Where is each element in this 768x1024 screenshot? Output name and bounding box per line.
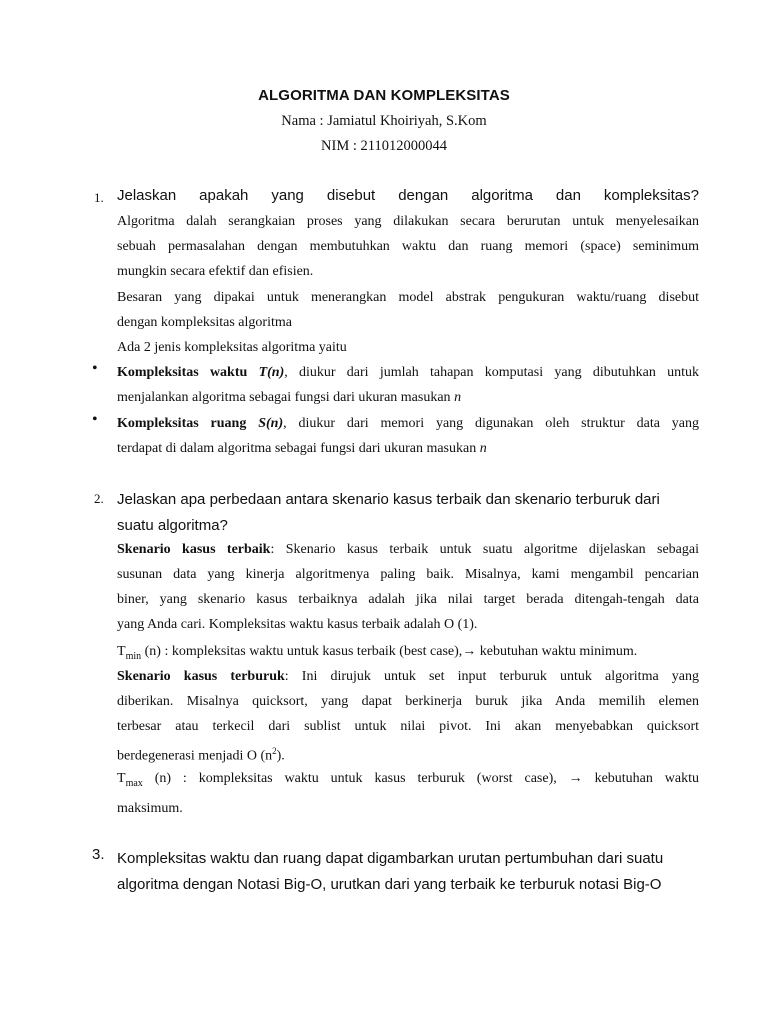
- variable-n: n: [454, 390, 462, 405]
- text-line: [117, 537, 699, 562]
- superscript: 2: [272, 746, 277, 756]
- text-line: mungkin secara efektif dan efisien.: [117, 264, 314, 279]
- arrow-icon: →: [568, 771, 583, 786]
- text: berdegenerasi menjadi O (n: [117, 748, 273, 764]
- text-line: Kompleksitas waktu dan ruang dapat digambarkan urutan pertumbuhan dari suatu: [117, 850, 664, 867]
- text-line: [117, 739, 699, 769]
- text-line: algoritma dengan Notasi Big-O, urutkan dari yang terbaik ke terburuk notasi Big-O: [117, 876, 662, 893]
- q1-answer-paragraph-3: Ada 2 jenis kompleksitas algoritma yaitu: [117, 340, 347, 355]
- q3-question: [117, 846, 737, 898]
- q2-best-case: [117, 537, 699, 637]
- author-name: Nama : Jamiatul Khoiriyah, S.Kom: [281, 113, 487, 129]
- definition: , diukur dari jumlah tahapan komputasi yang dibutuhkan untuk: [284, 365, 699, 380]
- variable-n: n: [479, 441, 487, 456]
- text-line: yang Anda cari. Kompleksitas waktu kasus terbaik adalah O (1).: [117, 617, 478, 632]
- document-title: ALGORITMA DAN KOMPLEKSITAS: [258, 87, 510, 104]
- definition-tail: kebutuhan waktu: [582, 771, 700, 786]
- q1-answer-paragraph-1: [117, 209, 699, 284]
- arrow-icon: →: [462, 644, 477, 659]
- q1-word: disebut: [326, 187, 376, 204]
- subscript: min: [125, 650, 142, 662]
- text-line: Besaran yang dipakai untuk menerangkan model abstrak pengukuran waktu/ruang disebut: [117, 290, 699, 305]
- q1-word: algoritma: [471, 187, 533, 204]
- text-line: biner, yang skenario kasus terbaiknya adalah jika nilai target berada ditengah-tengah data: [117, 592, 699, 607]
- text-line: Jelaskan apa perbedaan antara skenario kasus terbaik dan skenario terburuk dari: [117, 491, 660, 508]
- definition: , diukur dari memori yang digunakan oleh struktur data yang: [283, 416, 700, 431]
- q1-word: Jelaskan: [117, 187, 177, 204]
- term: Skenario kasus terbaik: [117, 542, 271, 557]
- q1-number: 1.: [94, 190, 104, 205]
- q1-word: dengan: [398, 187, 449, 204]
- bullet-time-complexity: [117, 360, 699, 410]
- subscript: max: [125, 777, 143, 789]
- q1-word: apakah: [199, 187, 249, 204]
- q1-word: dan: [555, 187, 581, 204]
- definition-tail: kebutuhan waktu minimum.: [476, 644, 638, 659]
- symbol-T: T: [117, 771, 126, 786]
- text-line: [117, 411, 699, 436]
- term: Kompleksitas ruang: [117, 416, 247, 431]
- definition: : Ini dirujuk untuk set input terburuk untuk algoritma yang: [284, 669, 699, 684]
- text-line: susunan data yang kinerja algoritmenya paling baik. Misalnya, kami mengambil pencarian: [117, 567, 699, 582]
- definition: (n) : kompleksitas waktu untuk kasus terburuk (worst case),: [142, 771, 557, 786]
- text-line: sebuah permasalahan dengan membutuhkan waktu dan ruang memori (space) seminimum: [117, 239, 699, 254]
- q3-number: 3.: [92, 846, 105, 863]
- text-line: diberikan. Misalnya quicksort, yang dapat berkinerja buruk jika Anda memilih elemen: [117, 694, 699, 709]
- q2-worst-case: [117, 664, 699, 769]
- text-line: Algoritma dalah serangkaian proses yang dilakukan secara berurutan untuk menyelesaikan: [117, 214, 699, 229]
- text-line: [117, 360, 699, 385]
- symbol-T: T: [117, 644, 126, 659]
- text-line: [117, 766, 699, 796]
- q1-question: [117, 187, 699, 204]
- text-line: terbesar atau terkecil dari sublist untuk nilai pivot. Ini akan menyebabkan quicksort: [117, 719, 699, 734]
- definition: terdapat di dalam algoritma sebagai fungsi dari ukuran masukan: [117, 441, 477, 456]
- text-line: [117, 664, 699, 689]
- symbol: T(n): [258, 365, 285, 380]
- bullet-marker: •: [92, 411, 98, 428]
- definition: menjalankan algoritma sebagai fungsi dari ukuran masukan: [117, 390, 451, 405]
- q2-tmax-definition: [117, 766, 699, 821]
- text-line: suatu algoritma?: [117, 517, 228, 534]
- definition: : Skenario kasus terbaik untuk suatu algoritme dijelaskan sebagai: [270, 542, 699, 557]
- symbol: S(n): [258, 416, 284, 431]
- text-line: [117, 385, 699, 410]
- text-line: [117, 436, 699, 461]
- term: Kompleksitas waktu: [117, 365, 248, 380]
- q2-question: [117, 487, 717, 539]
- q1-word: kompleksitas?: [603, 187, 699, 204]
- bullet-marker: •: [92, 360, 98, 377]
- author-nim: NIM : 211012000044: [321, 138, 447, 154]
- q1-word: yang: [271, 187, 304, 204]
- term: Skenario kasus terburuk: [117, 669, 285, 684]
- q1-answer-paragraph-2: [117, 285, 699, 335]
- q2-number: 2.: [94, 491, 104, 506]
- text-line: maksimum.: [117, 800, 183, 816]
- text-line: dengan kompleksitas algoritma: [117, 315, 292, 330]
- bullet-space-complexity: [117, 411, 699, 461]
- definition: (n) : kompleksitas waktu untuk kasus terbaik (best case),: [141, 644, 463, 659]
- text: ).: [276, 748, 285, 764]
